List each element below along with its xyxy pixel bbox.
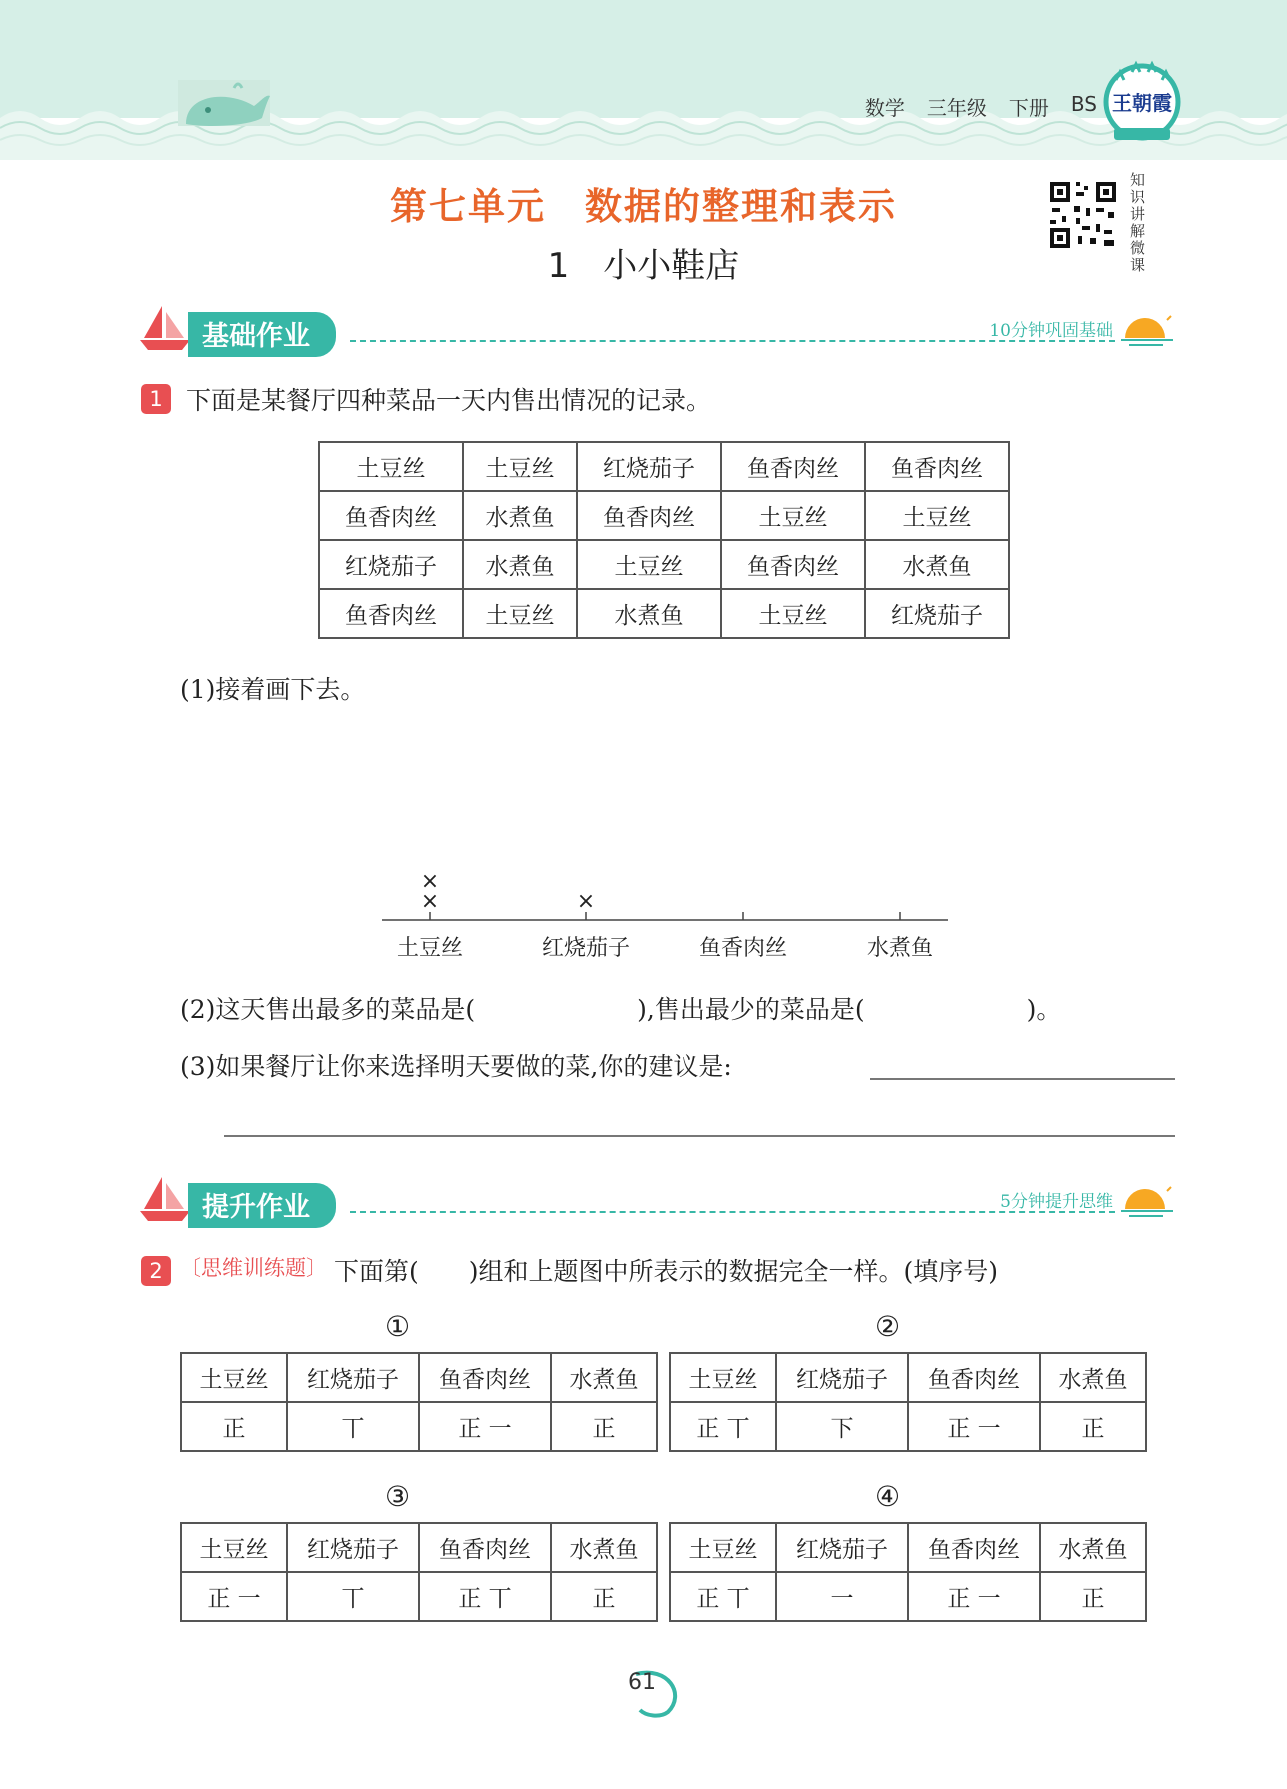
table-cell: 土豆丝 <box>577 540 721 589</box>
table-header: 土豆丝 <box>181 1353 287 1402</box>
table-header: 水煮鱼 <box>1040 1523 1146 1572</box>
table-row <box>181 1353 657 1402</box>
q1-sub2-part2: ),售出最少的菜品是( <box>637 995 865 1024</box>
table-cell: 水煮鱼 <box>463 540 577 589</box>
qr-caption: 知 识 讲 解 微 课 <box>1130 171 1146 274</box>
basic-section-note: 10分钟巩固基础 <box>989 321 1113 341</box>
question-number-1: 1 <box>141 384 171 414</box>
sailboat-icon <box>140 304 190 352</box>
option-label-2: ② <box>875 1310 901 1343</box>
subject-text: 数学 <box>864 96 905 120</box>
tally-cell: 正 丅 <box>670 1572 776 1621</box>
lesson-title: 1 小小鞋店 <box>547 246 740 286</box>
page-number: 61 <box>628 1670 656 1695</box>
option-table-3[interactable] <box>180 1522 658 1622</box>
line-plot <box>380 860 960 970</box>
advanced-section-banner <box>140 1175 1175 1225</box>
tally-cell: 下 <box>776 1402 908 1451</box>
table-header: 鱼香肉丝 <box>419 1523 551 1572</box>
table-cell: 土豆丝 <box>721 589 865 638</box>
table-row <box>319 491 1009 540</box>
option-label-3: ③ <box>385 1480 411 1513</box>
answer-line-suggestion[interactable] <box>870 1078 1175 1080</box>
plot-mark: × <box>576 889 596 914</box>
unit-title: 第七单元 数据的整理和表示 <box>390 185 897 228</box>
tally-cell: 正 <box>181 1402 287 1451</box>
option-label-1: ① <box>385 1310 411 1343</box>
plot-mark: × <box>420 869 440 894</box>
plot-category-label: 红烧茄子 <box>541 936 631 961</box>
tally-cell: 正 丅 <box>419 1572 551 1621</box>
table-row <box>670 1523 1146 1572</box>
table-cell: 鱼香肉丝 <box>577 491 721 540</box>
table-header: 红烧茄子 <box>287 1353 419 1402</box>
sunset-icon <box>1119 312 1175 348</box>
whale-icon <box>178 80 270 126</box>
tally-cell: 正 一 <box>419 1402 551 1451</box>
plot-category-label: 水煮鱼 <box>866 936 934 961</box>
table-header: 鱼香肉丝 <box>908 1353 1040 1402</box>
tally-cell: 正 丅 <box>670 1402 776 1451</box>
option-table-2[interactable] <box>669 1352 1147 1452</box>
q1-sub3: (3)如果餐厅让你来选择明天要做的菜,你的建议是: <box>180 1052 732 1081</box>
question-number-2: 2 <box>141 1256 171 1286</box>
table-cell: 水煮鱼 <box>463 491 577 540</box>
table-cell: 水煮鱼 <box>865 540 1009 589</box>
table-row <box>181 1523 657 1572</box>
option-table-4[interactable] <box>669 1522 1147 1622</box>
advanced-section-label: 提升作业 <box>188 1183 336 1228</box>
tally-cell: 正 一 <box>181 1572 287 1621</box>
tally-cell: 一 <box>776 1572 908 1621</box>
tally-cell: 正 <box>551 1402 657 1451</box>
plot-mark: × <box>420 889 440 914</box>
answer-line-suggestion-2[interactable] <box>224 1135 1175 1137</box>
table-cell: 红烧茄子 <box>319 540 463 589</box>
qr-code-icon[interactable] <box>1046 178 1120 252</box>
header-wave-band <box>0 0 1287 160</box>
table-row <box>319 442 1009 491</box>
q1-sub2-part1: (2)这天售出最多的菜品是( <box>180 995 476 1024</box>
basic-section-label: 基础作业 <box>188 312 336 357</box>
option-label-4: ④ <box>875 1480 901 1513</box>
table-header: 土豆丝 <box>670 1523 776 1572</box>
advanced-section-note: 5分钟提升思维 <box>1000 1192 1113 1212</box>
grade-text: 三年级 <box>926 96 987 120</box>
brand-logo <box>1100 58 1184 148</box>
table-cell: 红烧茄子 <box>865 589 1009 638</box>
option-table-1[interactable] <box>180 1352 658 1452</box>
sunset-icon <box>1119 1183 1175 1219</box>
table-header: 水煮鱼 <box>551 1353 657 1402</box>
table-row <box>181 1402 657 1451</box>
basic-section-banner <box>140 304 1175 354</box>
tally-cell: 正 一 <box>908 1572 1040 1621</box>
table-cell: 鱼香肉丝 <box>721 540 865 589</box>
plot-category-label: 鱼香肉丝 <box>698 936 788 961</box>
table-header: 土豆丝 <box>181 1523 287 1572</box>
table-row <box>670 1353 1146 1402</box>
tally-cell: 正 <box>1040 1572 1146 1621</box>
table-cell: 红烧茄子 <box>577 442 721 491</box>
record-table <box>318 441 1010 639</box>
q1-sub1: (1)接着画下去。 <box>180 675 366 704</box>
table-cell: 土豆丝 <box>865 491 1009 540</box>
table-header: 红烧茄子 <box>776 1353 908 1402</box>
q2-tag: 〔思维训练题〕 <box>180 1256 327 1280</box>
table-row <box>319 540 1009 589</box>
table-cell: 鱼香肉丝 <box>865 442 1009 491</box>
table-row <box>319 589 1009 638</box>
tally-cell: 正 一 <box>908 1402 1040 1451</box>
table-cell: 土豆丝 <box>463 589 577 638</box>
table-header: 红烧茄子 <box>776 1523 908 1572</box>
table-header: 土豆丝 <box>670 1353 776 1402</box>
tally-cell: 正 <box>1040 1402 1146 1451</box>
table-row <box>181 1572 657 1621</box>
tally-cell: 正 <box>551 1572 657 1621</box>
table-row <box>670 1572 1146 1621</box>
q1-sub2-part3: )。 <box>1026 995 1062 1024</box>
table-cell: 土豆丝 <box>319 442 463 491</box>
table-cell: 土豆丝 <box>721 491 865 540</box>
table-header: 红烧茄子 <box>287 1523 419 1572</box>
table-cell: 鱼香肉丝 <box>319 491 463 540</box>
table-header: 水煮鱼 <box>551 1523 657 1572</box>
table-header: 水煮鱼 <box>1040 1353 1146 1402</box>
edition-text: BS <box>1070 92 1097 116</box>
book-meta <box>865 92 1097 121</box>
table-cell: 鱼香肉丝 <box>319 589 463 638</box>
plot-category-label: 土豆丝 <box>396 936 464 961</box>
q2-text: 下面第( )组和上题图中所表示的数据完全一样。(填序号) <box>334 1257 999 1286</box>
tally-cell: 丅 <box>287 1572 419 1621</box>
table-cell: 鱼香肉丝 <box>721 442 865 491</box>
table-header: 鱼香肉丝 <box>419 1353 551 1402</box>
q1-sub2 <box>180 990 1061 1026</box>
tally-cell: 丅 <box>287 1402 419 1451</box>
q1-text: 下面是某餐厅四种菜品一天内售出情况的记录。 <box>186 386 712 415</box>
table-row <box>670 1402 1146 1451</box>
sailboat-icon <box>140 1175 190 1223</box>
volume-text: 下册 <box>1008 96 1049 120</box>
table-header: 鱼香肉丝 <box>908 1523 1040 1572</box>
table-cell: 水煮鱼 <box>577 589 721 638</box>
brand-name: 王朝霞 <box>1112 91 1172 115</box>
table-cell: 土豆丝 <box>463 442 577 491</box>
